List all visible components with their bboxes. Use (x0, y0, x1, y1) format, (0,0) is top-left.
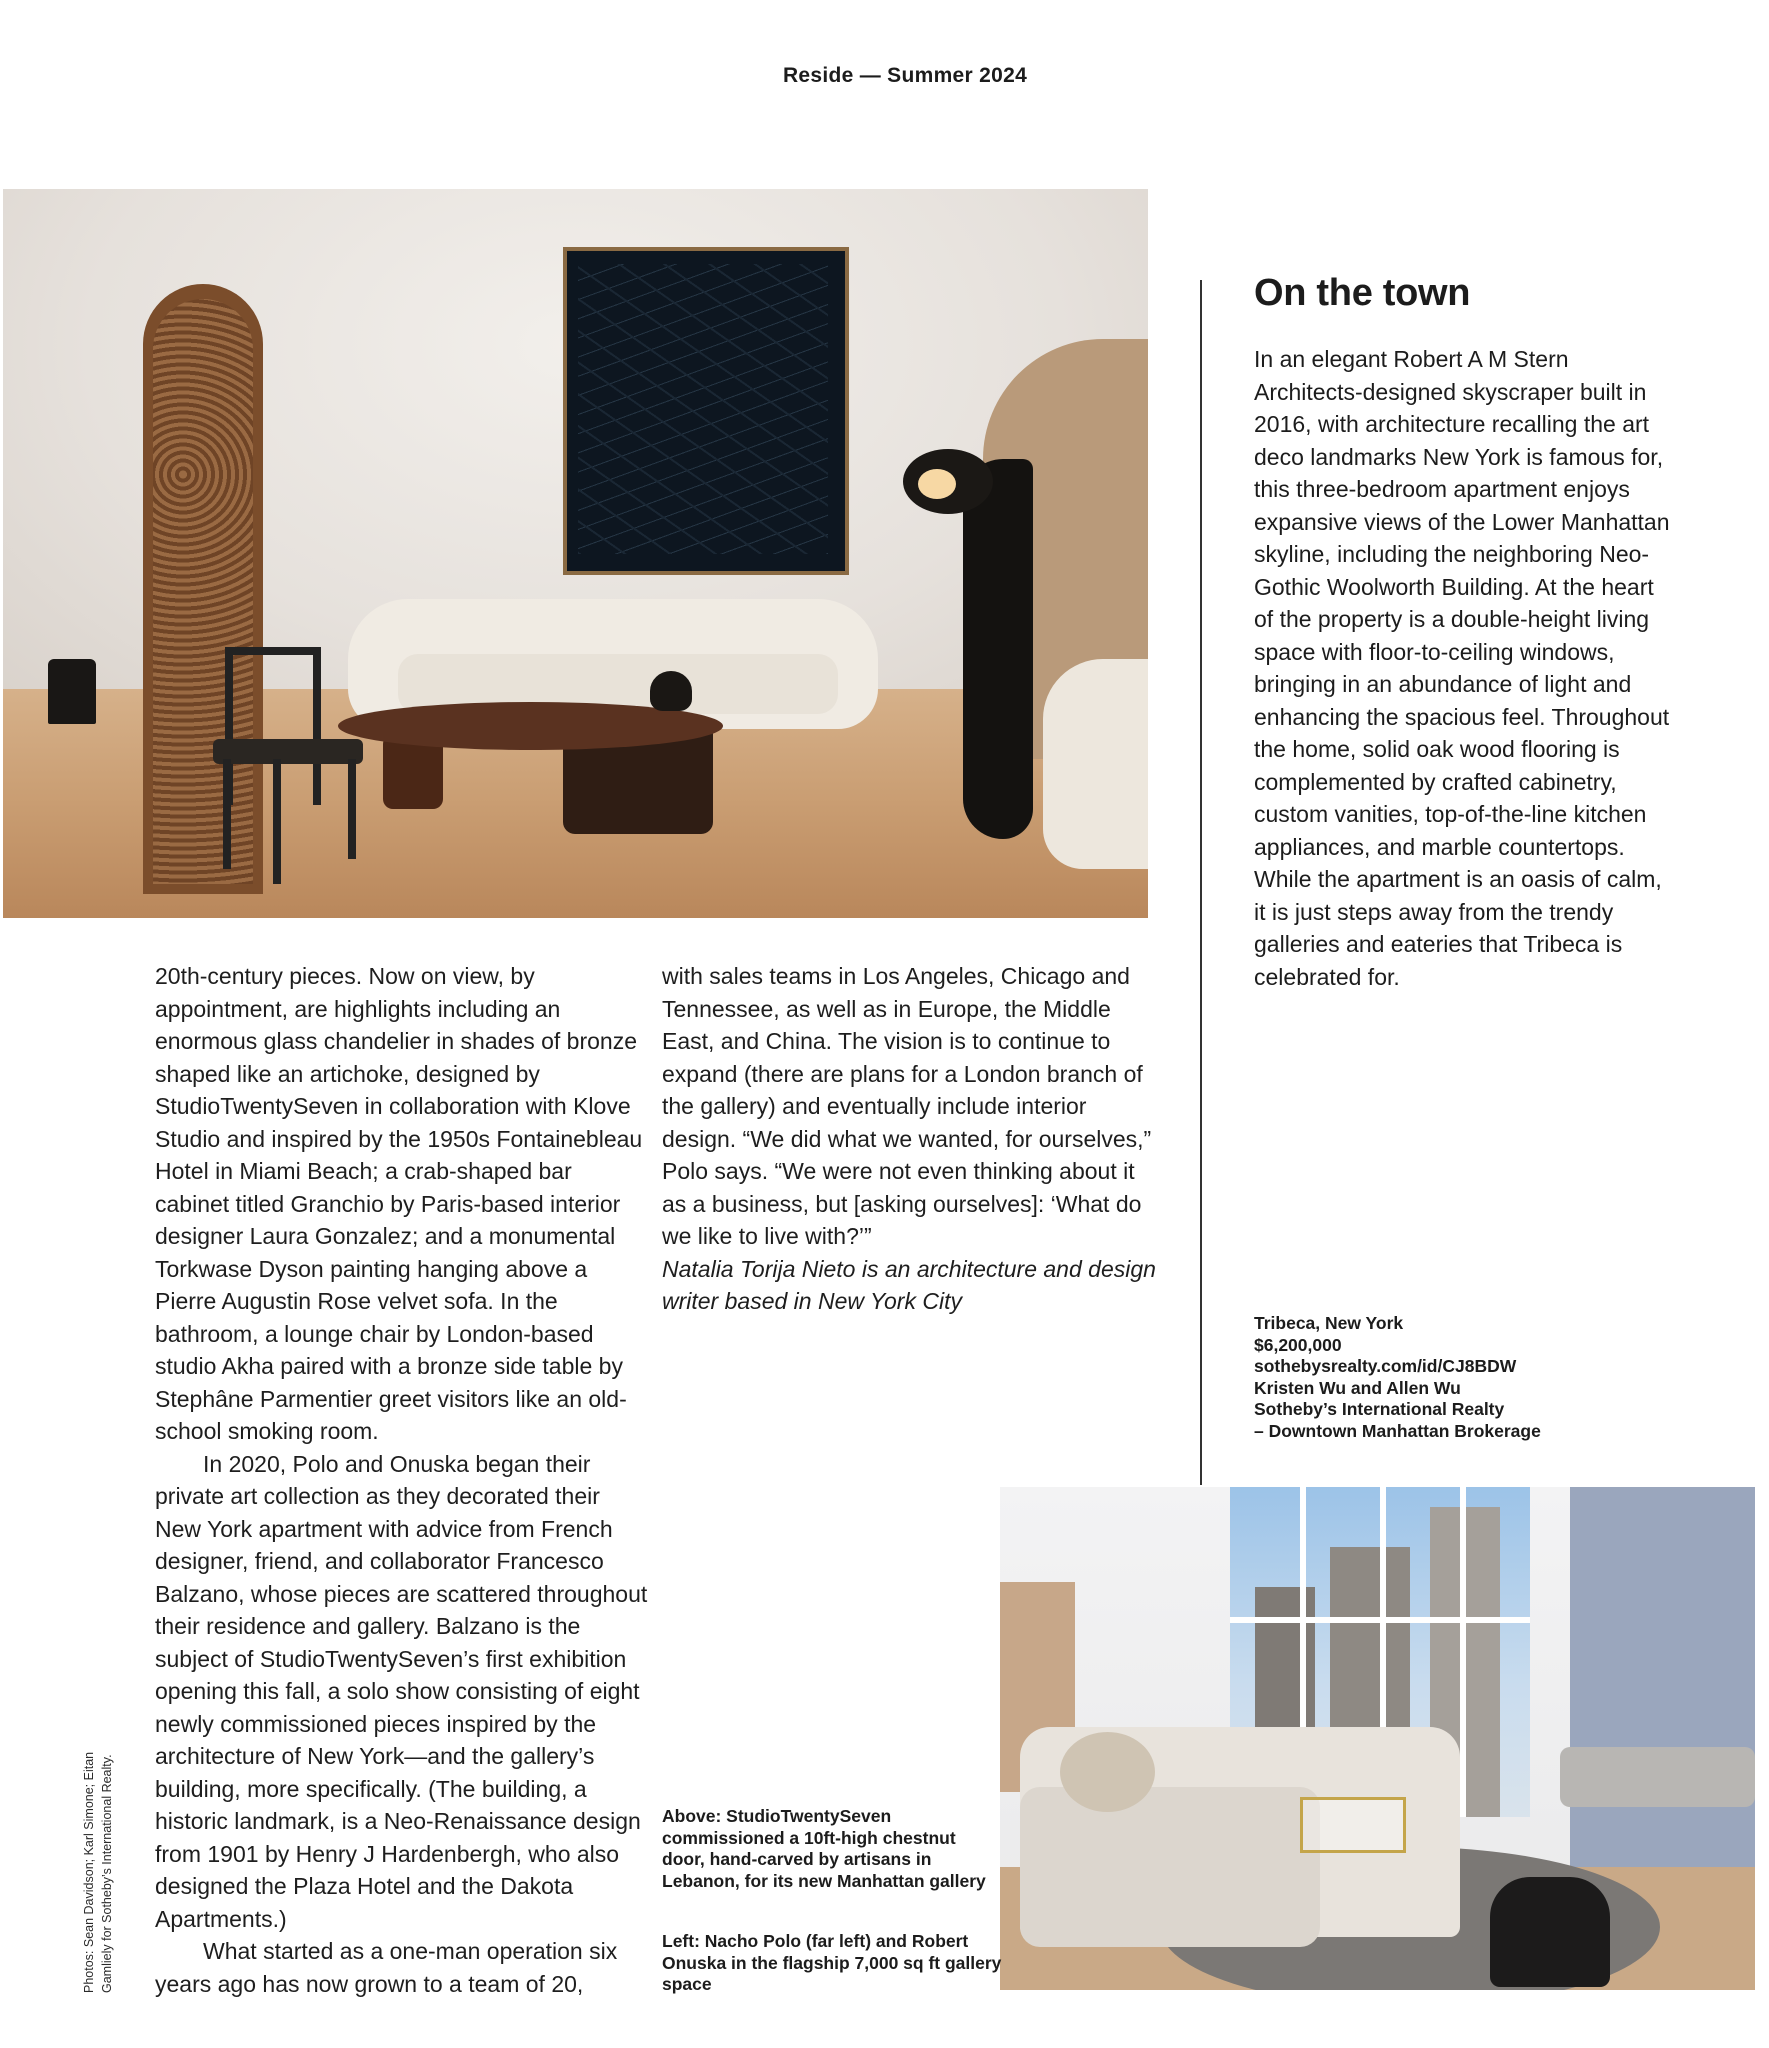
caption-left: Left: Nacho Polo (far left) and Robert Onuska in the flagship 7,000 sq ft gallery space (662, 1931, 1002, 1995)
chair-leg (348, 759, 356, 859)
blue-wall (1570, 1487, 1755, 1887)
listing-price: $6,200,000 (1254, 1334, 1342, 1355)
window-transom (1230, 1617, 1530, 1623)
photo-credit: Photos: Sean Davidson; Karl Simone; Eitan Gamliely for Sotheby’s International Realty. (82, 1751, 114, 1993)
sidebar-rule (1200, 280, 1202, 1485)
sectional-chaise (1020, 1787, 1320, 1947)
listing-details (1254, 1313, 1704, 1443)
sculptural-chair-seat (213, 739, 363, 764)
table-sculpture (650, 671, 692, 711)
black-sculptural-chair (1490, 1877, 1610, 1987)
chair-leg (223, 759, 231, 869)
running-head: Reside — Summer 2024 (782, 64, 1028, 87)
listing-brokerage-office: – Downtown Manhattan Brokerage (1254, 1420, 1541, 1441)
boots (48, 659, 96, 724)
listing-brokerage: Sotheby’s International Realty (1254, 1399, 1505, 1420)
article-column-left (155, 960, 650, 2000)
author-note: Natalia Torija Nieto is an architecture and design writer based in New York City (662, 1255, 1156, 1314)
paragraph: What started as a one-man operation six years ago has now grown to a team of 20, (155, 1938, 618, 1997)
lamp-bulb (918, 469, 956, 499)
article-column-middle (662, 960, 1157, 1318)
listing-location: Tribeca, New York (1254, 1313, 1404, 1333)
window-mullion (1460, 1487, 1466, 1817)
paragraph: with sales teams in Los Angeles, Chicago and Tennessee, as well as in Europe, the Middle East, and China. The vision is to continue to expand (there are plans for a London branch of the gallery) and eventually include interior design. “We did what we wanted, for ourselves,” Polo says. “We were not even thinking about it as a business, but [asking ourselves]: ‘What do we like to live with?’” (662, 963, 1152, 1249)
painting-texture (578, 264, 828, 554)
paragraph: In 2020, Polo and Onuska began their private art collection as they decorated their New York apartment with advice from French designer, friend, and collaborator Francesco Balzano, whose pieces are scattered throughout their residence and gallery. Balzano is the subject of StudioTwentySeven’s first exhibition opening this fall, a solo show consisting of eight newly commissioned pieces inspired by the architecture of New York—and the gallery’s building, more specifically. (The building, a historic landmark, is a Neo-Renaissance design from 1901 by Henry J Hardenbergh, who also designed the Plaza Hotel and the Dakota Apartments.) (155, 1450, 648, 1932)
listing-agents: Kristen Wu and Allen Wu (1254, 1377, 1461, 1398)
bench (1560, 1747, 1755, 1807)
caption-above: Above: StudioTwentySeven commissioned a 10ft-high chestnut door, hand-carved by artisans in Lebanon, for its new Manhattan gallery (662, 1806, 986, 1891)
paragraph: 20th-century pieces. Now on view, by appointment, are highlights including an enormous glass chandelier in shades of bronze shaped like an artichoke, designed by StudioTwentySeven in collaboration with Klove Studio and inspired by the 1950s Fontainebleau Hotel in Miami Beach; a crab-shaped bar cabinet titled Granchio by Paris-based interior designer Laura Gonzalez; and a monumental Torkwase Dyson painting hanging above a Pierre Augustin Rose velvet sofa. In the bathroom, a lounge chair by London-based studio Akha paired with a bronze side table by Stephâne Parmentier greet visitors like an old-school smoking room. (155, 963, 643, 1444)
apartment-living-room-photo (1000, 1487, 1755, 1990)
gallery-interior-photo (3, 189, 1148, 918)
cream-armchair (1043, 659, 1148, 869)
glass-coffee-table (1300, 1797, 1406, 1853)
sidebar-body: In an elegant Robert A M Stern Architects-designed skyscraper built in 2016, with architecture recalling the art deco landmarks New York is famous for, this three-bedroom apartment enjoys expansive views of the Lower Manhattan skyline, including the neighboring Neo-Gothic Woolworth Building. At the heart of the property is a double-height living space with floor-to-ceiling windows, bringing in an abundance of light and enhancing the spacious feel. Throughout the home, solid oak wood flooring is complemented by crafted cabinetry, custom vanities, top-of-the-line kitchen appliances, and marble countertops. While the apartment is an oasis of calm, it is just steps away from the trendy galleries and eateries that Tribeca is celebrated for. (1254, 346, 1670, 990)
sidebar-title: On the town (1254, 272, 1471, 314)
listing-url[interactable]: sothebysrealty.com/id/CJ8BDW (1254, 1356, 1517, 1377)
fur-throw (1060, 1732, 1155, 1812)
chair-leg (273, 759, 281, 884)
floor-lamp (963, 459, 1033, 839)
